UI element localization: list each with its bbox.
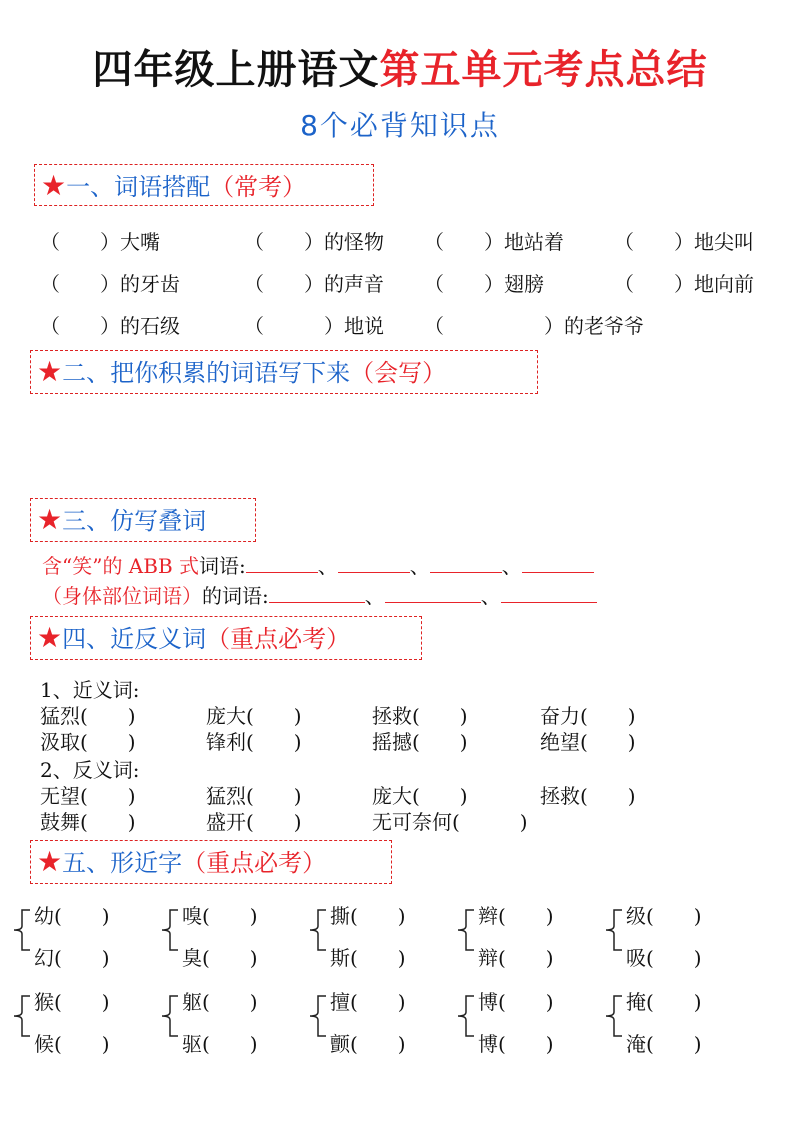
collocation-item[interactable]: （ ）翅膀 [424, 272, 544, 296]
similar-char-item[interactable]: 辩( ) [478, 946, 554, 970]
section-tag: （会写） [350, 359, 447, 387]
answer-blank[interactable] [338, 554, 410, 573]
similar-char-item[interactable]: 斯( ) [330, 946, 406, 970]
synonym-item[interactable]: 拯救( ) [372, 704, 468, 728]
similar-char-item[interactable]: 博( ) [478, 1032, 554, 1056]
brace-icon [10, 992, 32, 1040]
similar-char-item[interactable]: 候( ) [34, 1032, 110, 1056]
collocation-item[interactable]: （ ）的牙齿 [40, 272, 180, 296]
similar-char-item[interactable]: 猴( ) [34, 990, 110, 1014]
separator: 、 [480, 584, 501, 608]
antonym-item[interactable]: 庞大( ) [372, 784, 468, 808]
collocation-item[interactable]: （ ）的石级 [40, 314, 180, 338]
similar-char-item[interactable]: 级( ) [626, 904, 702, 928]
brace-icon [10, 906, 32, 954]
star-icon: ★ [37, 845, 63, 878]
section-4-header [30, 616, 422, 660]
body-part-label: （身体部位词语） [42, 584, 202, 608]
antonym-item[interactable]: 盛开( ) [206, 810, 302, 834]
collocation-item[interactable]: （ ）地尖叫 [614, 230, 754, 254]
similar-char-item[interactable]: 博( ) [478, 990, 554, 1014]
star-icon: ★ [41, 169, 67, 202]
collocation-item[interactable]: （ ）地说 [244, 314, 384, 338]
antonym-item[interactable]: 拯救( ) [540, 784, 636, 808]
brace-icon [306, 992, 328, 1040]
collocation-item[interactable]: （ ）的怪物 [244, 230, 384, 254]
collocation-item[interactable]: （ ）的老爷爷 [424, 314, 644, 338]
synonym-item[interactable]: 猛烈( ) [40, 704, 136, 728]
similar-char-item[interactable]: 淹( ) [626, 1032, 702, 1056]
synonym-item[interactable]: 奋力( ) [540, 704, 636, 728]
reduplication-line-1 [42, 550, 594, 579]
similar-char-item[interactable]: 吸( ) [626, 946, 702, 970]
antonyms-heading: 2、反义词: [40, 758, 140, 782]
brace-icon [454, 906, 476, 954]
brace-icon [602, 906, 624, 954]
answer-blank[interactable] [522, 554, 594, 573]
section-3-header [30, 498, 256, 542]
answer-blank[interactable] [246, 554, 318, 573]
brace-icon [158, 906, 180, 954]
star-icon: ★ [37, 355, 63, 388]
section-label: 一、词语搭配 [66, 173, 211, 201]
title-black-part: 四年级上册语文 [92, 47, 380, 93]
synonym-item[interactable]: 庞大( ) [206, 704, 302, 728]
brace-icon [602, 992, 624, 1040]
section-label: 二、把你积累的词语写下来 [62, 359, 351, 387]
similar-char-item[interactable]: 幼( ) [34, 904, 110, 928]
section-1-header [34, 164, 374, 206]
antonym-item[interactable]: 无望( ) [40, 784, 136, 808]
separator: 、 [409, 554, 430, 578]
similar-char-item[interactable]: 嗅( ) [182, 904, 258, 928]
section-tag: （重点必考） [182, 849, 327, 877]
section-tag: （常考） [210, 173, 307, 201]
section-label: 四、近反义词 [62, 625, 207, 653]
similar-char-item[interactable]: 颤( ) [330, 1032, 406, 1056]
similar-char-item[interactable]: 撕( ) [330, 904, 406, 928]
star-icon: ★ [37, 503, 63, 536]
page-title [0, 38, 800, 95]
similar-char-item[interactable]: 擅( ) [330, 990, 406, 1014]
similar-char-item[interactable]: 驱( ) [182, 1032, 258, 1056]
answer-blank[interactable] [430, 554, 502, 573]
synonym-item[interactable]: 摇撼( ) [372, 730, 468, 754]
section-tag: （重点必考） [206, 625, 351, 653]
abb-label: 含“笑”的 ABB 式 [42, 554, 200, 578]
section-5-header [30, 840, 392, 884]
section-2-header [30, 350, 538, 394]
abb-suffix: 词语: [199, 554, 246, 578]
similar-char-item[interactable]: 幻( ) [34, 946, 110, 970]
page-subtitle: 8个必背知识点 [300, 109, 500, 142]
antonym-item[interactable]: 鼓舞( ) [40, 810, 136, 834]
answer-blank[interactable] [501, 584, 597, 603]
answer-blank[interactable] [269, 584, 365, 603]
similar-char-item[interactable]: 躯( ) [182, 990, 258, 1014]
section-label: 三、仿写叠词 [62, 507, 207, 535]
antonym-item[interactable]: 猛烈( ) [206, 784, 302, 808]
collocation-item[interactable]: （ ）大嘴 [40, 230, 160, 254]
synonyms-heading: 1、近义词: [40, 678, 140, 702]
brace-icon [306, 906, 328, 954]
separator: 、 [501, 554, 522, 578]
antonym-item[interactable]: 无可奈何( ) [372, 810, 528, 834]
separator: 、 [317, 554, 338, 578]
similar-char-item[interactable]: 辫( ) [478, 904, 554, 928]
collocation-item[interactable]: （ ）地向前 [614, 272, 754, 296]
brace-icon [158, 992, 180, 1040]
section-label: 五、形近字 [62, 849, 183, 877]
star-icon: ★ [37, 621, 63, 654]
collocation-item[interactable]: （ ）的声音 [244, 272, 384, 296]
similar-char-item[interactable]: 掩( ) [626, 990, 702, 1014]
collocation-item[interactable]: （ ）地站着 [424, 230, 564, 254]
separator: 、 [364, 584, 385, 608]
title-red-part: 第五单元考点总结 [379, 47, 708, 93]
synonym-item[interactable]: 锋利( ) [206, 730, 302, 754]
brace-icon [454, 992, 476, 1040]
synonym-item[interactable]: 汲取( ) [40, 730, 136, 754]
synonym-item[interactable]: 绝望( ) [540, 730, 636, 754]
body-part-suffix: 的词语: [202, 584, 269, 608]
similar-char-item[interactable]: 臭( ) [182, 946, 258, 970]
reduplication-line-2 [42, 580, 597, 609]
answer-blank[interactable] [385, 584, 481, 603]
